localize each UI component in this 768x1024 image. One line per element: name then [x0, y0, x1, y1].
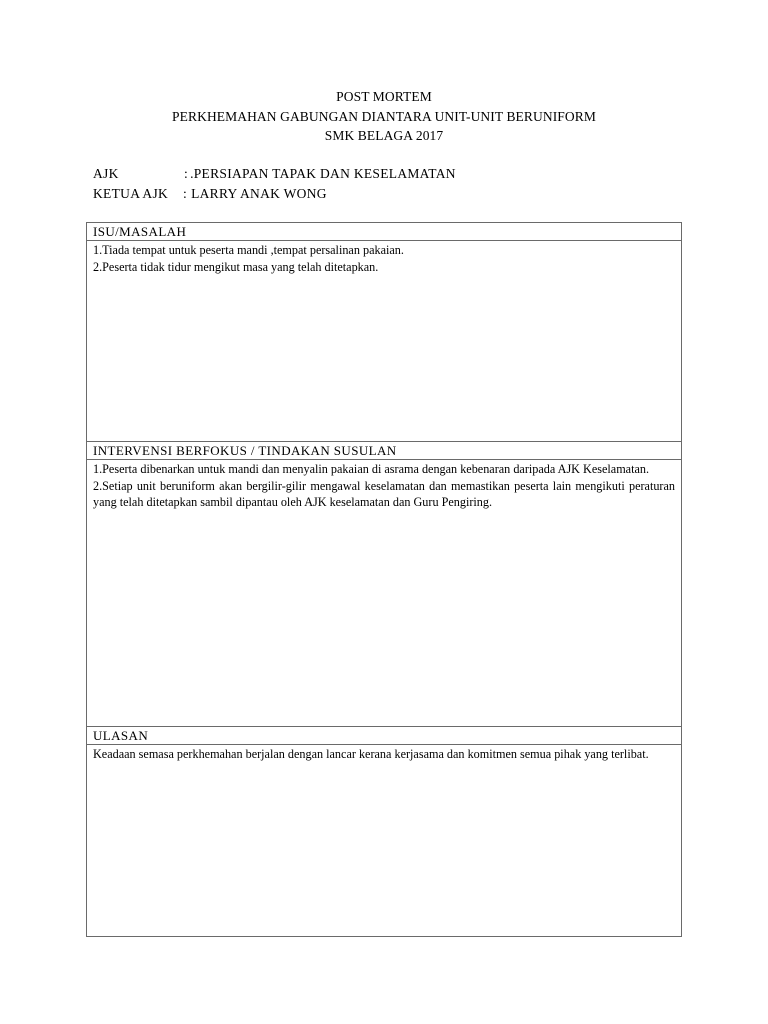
- review-heading: ULASAN: [87, 727, 681, 745]
- review-text: Keadaan semasa perkhemahan berjalan dengan lancar kerana kerjasama dan komitmen semua pihak yang terlibat.: [93, 747, 649, 761]
- interventions-heading: INTERVENSI BERFOKUS / TINDAKAN SUSULAN: [87, 442, 681, 460]
- issues-content: [87, 241, 681, 442]
- intervention-item: 2.Setiap unit beruniform akan bergilir-gilir mengawal keselamatan dan memastikan peserta lain mengikuti peraturan yang telah ditetapkan sambil dipantau oleh AJK keselamatan dan Guru Pengiring.: [93, 478, 675, 509]
- ajk-separator: :: [184, 166, 189, 181]
- issues-heading: ISU/MASALAH: [87, 223, 681, 241]
- document-title: POST MORTEM: [336, 89, 432, 104]
- ajk-value: .PERSIAPAN TAPAK DAN KESELAMATAN: [190, 166, 456, 181]
- ajk-label: AJK: [93, 166, 119, 181]
- ketua-ajk-row: [93, 184, 456, 204]
- review-content: [87, 745, 681, 936]
- post-mortem-table: [86, 222, 682, 937]
- ketua-ajk-label: KETUA AJK: [93, 186, 169, 201]
- document-subtitle: PERKHEMAHAN GABUNGAN DIANTARA UNIT-UNIT BERUNIFORM: [172, 108, 596, 124]
- issue-item: 1.Tiada tempat untuk peserta mandi ,tempat persalinan pakaian.: [93, 243, 404, 257]
- document-header: [0, 87, 768, 146]
- school-name: SMK BELAGA 2017: [324, 128, 444, 143]
- issue-item: 2.Peserta tidak tidur mengikut masa yang telah ditetapkan.: [93, 259, 379, 274]
- ajk-row: [93, 164, 456, 184]
- ketua-ajk-value: LARRY ANAK WONG: [191, 186, 327, 201]
- ketua-ajk-separator: :: [183, 186, 188, 201]
- interventions-content: [87, 460, 681, 727]
- committee-info: [93, 164, 456, 204]
- intervention-item: 1.Peserta dibenarkan untuk mandi dan menyalin pakaian di asrama dengan kebenaran daripada AJK Keselamatan.: [93, 462, 650, 476]
